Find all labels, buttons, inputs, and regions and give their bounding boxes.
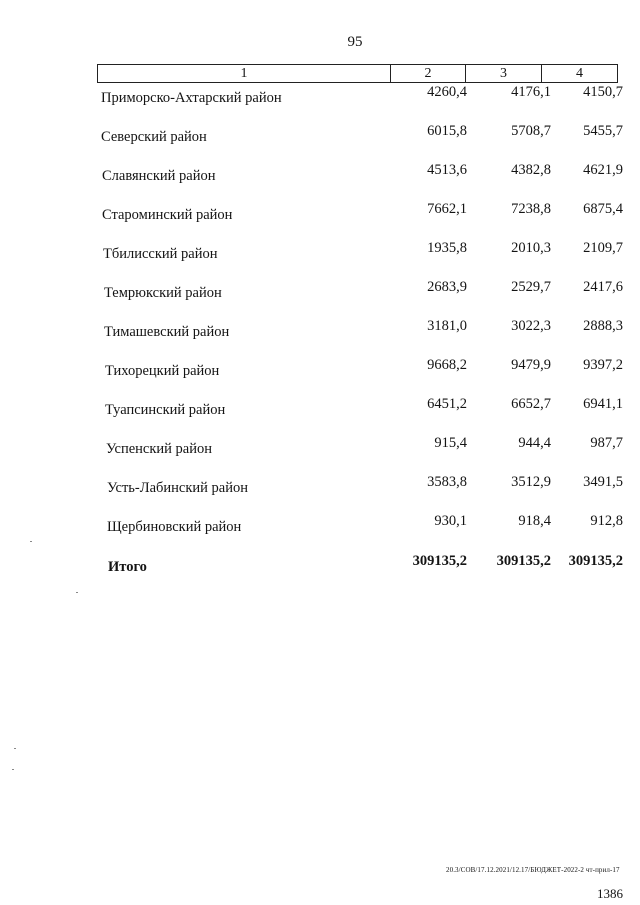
row-value-col-4: 6941,1 <box>583 396 623 412</box>
row-value-col-4: 2109,7 <box>583 240 623 256</box>
row-name: Северский район <box>101 129 207 145</box>
row-value-col-2: 915,4 <box>434 435 467 451</box>
row-name: Староминский район <box>102 207 233 223</box>
sheet-number: 1386 <box>597 886 623 901</box>
row-value-col-3: 3512,9 <box>511 474 551 490</box>
row-name: Тимашевский район <box>104 324 230 340</box>
table-row <box>0 396 640 420</box>
table-row <box>0 84 640 108</box>
table-row <box>0 162 640 186</box>
table-row <box>0 357 640 381</box>
scan-speck <box>12 769 14 770</box>
header-col-4: 4 <box>541 65 617 82</box>
table-row <box>0 513 640 537</box>
total-value-col-2: 309135,2 <box>412 553 467 569</box>
row-name: Щербиновский район <box>107 519 242 535</box>
row-value-col-4: 9397,2 <box>583 357 623 373</box>
header-col-3: 3 <box>465 65 541 82</box>
row-name: Славянский район <box>102 168 216 184</box>
row-name: Тбилисский район <box>103 246 218 262</box>
row-value-col-3: 9479,9 <box>511 357 551 373</box>
row-value-col-3: 3022,3 <box>511 318 551 334</box>
row-value-col-4: 6875,4 <box>583 201 623 217</box>
row-value-col-3: 944,4 <box>518 435 551 451</box>
row-value-col-3: 6652,7 <box>511 396 551 412</box>
row-name: Успенский район <box>106 441 212 457</box>
row-value-col-4: 2417,6 <box>583 279 623 295</box>
row-value-col-2: 930,1 <box>434 513 467 529</box>
row-value-col-2: 9668,2 <box>427 357 467 373</box>
row-name: Тихорецкий район <box>105 363 220 379</box>
row-value-col-4: 987,7 <box>590 435 623 451</box>
total-row <box>0 553 640 577</box>
header-col-2: 2 <box>390 65 465 82</box>
table-row <box>0 279 640 303</box>
document-code: 20.3/СОВ/17.12.2021/12.17/БЮДЖЕТ-2022-2 чт-прил-17 <box>446 866 620 874</box>
row-value-col-3: 2010,3 <box>511 240 551 256</box>
row-value-col-4: 2888,3 <box>583 318 623 334</box>
total-value-col-4: 309135,2 <box>568 553 623 569</box>
row-value-col-2: 6015,8 <box>427 123 467 139</box>
total-value-col-3: 309135,2 <box>496 553 551 569</box>
table-row <box>0 318 640 342</box>
table-row <box>0 435 640 459</box>
row-value-col-2: 4513,6 <box>427 162 467 178</box>
row-value-col-2: 1935,8 <box>427 240 467 256</box>
row-value-col-3: 5708,7 <box>511 123 551 139</box>
row-value-col-4: 4150,7 <box>583 84 623 100</box>
row-value-col-4: 4621,9 <box>583 162 623 178</box>
row-value-col-3: 7238,8 <box>511 201 551 217</box>
table-row <box>0 474 640 498</box>
row-value-col-2: 2683,9 <box>427 279 467 295</box>
row-value-col-4: 5455,7 <box>583 123 623 139</box>
row-value-col-3: 918,4 <box>518 513 551 529</box>
row-value-col-2: 6451,2 <box>427 396 467 412</box>
scan-speck <box>14 748 16 749</box>
row-value-col-3: 2529,7 <box>511 279 551 295</box>
row-value-col-3: 4176,1 <box>511 84 551 100</box>
total-label: Итого <box>108 559 147 575</box>
row-name: Туапсинский район <box>105 402 226 418</box>
header-col-1: 1 <box>240 66 248 81</box>
table-row <box>0 201 640 225</box>
row-name: Темрюкский район <box>104 285 222 301</box>
table-header <box>97 64 618 83</box>
row-name: Приморско-Ахтарский район <box>101 90 282 106</box>
row-value-col-2: 4260,4 <box>427 84 467 100</box>
row-value-col-4: 912,8 <box>590 513 623 529</box>
scan-speck <box>30 541 32 542</box>
row-name: Усть-Лабинский район <box>107 480 248 496</box>
row-value-col-4: 3491,5 <box>583 474 623 490</box>
scan-speck <box>76 592 78 593</box>
row-value-col-3: 4382,8 <box>511 162 551 178</box>
row-value-col-2: 3583,8 <box>427 474 467 490</box>
table-row <box>0 240 640 264</box>
row-value-col-2: 7662,1 <box>427 201 467 217</box>
page-number: 95 <box>347 34 363 50</box>
row-value-col-2: 3181,0 <box>427 318 467 334</box>
table-row <box>0 123 640 147</box>
